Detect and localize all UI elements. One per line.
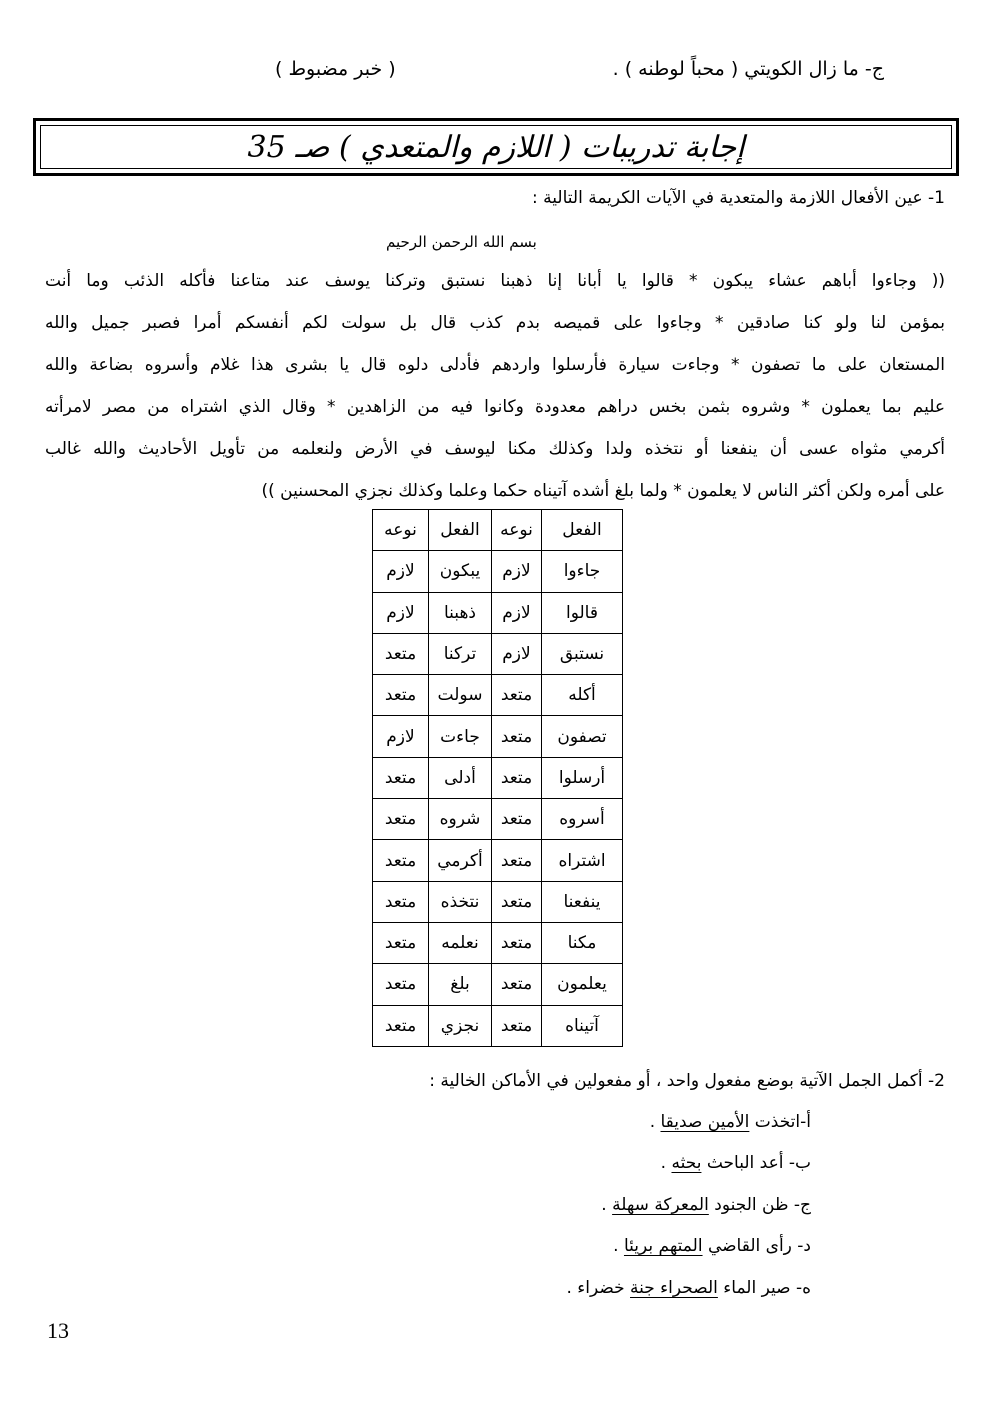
type-cell: متعد <box>492 964 542 1005</box>
table-row <box>373 840 623 881</box>
answer-line <box>613 1236 811 1256</box>
table-row <box>373 633 623 674</box>
grammar-note: ( خبر مضبوط ) <box>275 58 396 80</box>
verse-line: أكرمي مثواه عسى أن ينفعنا أو نتخذه ولدا وكذلك مكنا ليوسف في الأرض ولنعلمه من تأويل الأحاديث والله غالب <box>45 439 945 459</box>
type-cell: متعد <box>492 675 542 716</box>
answer-prefix: ه- صير الماء <box>717 1278 811 1298</box>
type-cell: متعد <box>373 799 429 840</box>
answer-prefix: د- رأى القاضي <box>702 1236 811 1256</box>
page-number: 13 <box>47 1318 69 1343</box>
verb-cell: جاءوا <box>542 551 623 592</box>
type-cell: لازم <box>373 592 429 633</box>
table-row <box>373 592 623 633</box>
verb-cell: بلغ <box>429 964 492 1005</box>
verb-cell: سولت <box>429 675 492 716</box>
verb-cell: أكرمي <box>429 840 492 881</box>
type-cell: متعد <box>373 757 429 798</box>
table-row <box>373 675 623 716</box>
table-row <box>373 799 623 840</box>
type-cell: متعد <box>373 1005 429 1046</box>
verb-cell: اشتراه <box>542 840 623 881</box>
verb-cell: جاءت <box>429 716 492 757</box>
table-row <box>373 1005 623 1046</box>
basmala: بسم الله الرحمن الرحيم <box>386 233 537 251</box>
verb-cell: قالوا <box>542 592 623 633</box>
answer-line <box>650 1112 811 1132</box>
answer-suffix: . <box>649 1112 661 1132</box>
verse-line: المستعان على ما تصفون * وجاءت سيارة فأرسلوا واردهم فأدلى دلوه قال يا بشرى هذا غلام وأسروه بضاعة والله <box>45 355 945 375</box>
type-cell: متعد <box>492 799 542 840</box>
type-cell: متعد <box>492 922 542 963</box>
header-verb: الفعل <box>542 510 623 551</box>
header-type: نوعه <box>373 510 429 551</box>
table-row <box>373 716 623 757</box>
type-cell: متعد <box>492 1005 542 1046</box>
verb-cell: يعلمون <box>542 964 623 1005</box>
table-row <box>373 922 623 963</box>
answer-prefix: ج- ظن الجنود <box>708 1195 811 1215</box>
answer-line <box>661 1153 811 1173</box>
type-cell: متعد <box>373 964 429 1005</box>
type-cell: متعد <box>373 881 429 922</box>
verb-cell: نعلمه <box>429 922 492 963</box>
verse-line: على أمره ولكن أكثر الناس لا يعلمون * ولما بلغ أشده آتيناه حكما وعلما وكذلك نجزي المحسنين )) <box>261 481 945 501</box>
question-2-label: 2- أكمل الجمل الآتية بوضع مفعول واحد ، أو مفعولين في الأماكن الخالية : <box>429 1071 945 1091</box>
type-cell: لازم <box>373 551 429 592</box>
type-cell: متعد <box>492 716 542 757</box>
verb-cell: ينفعنا <box>542 881 623 922</box>
type-cell: متعد <box>373 840 429 881</box>
example-sentence: ج- ما زال الكويتي ( محباً لوطنه ) . <box>612 58 884 80</box>
header-verb: الفعل <box>429 510 492 551</box>
type-cell: لازم <box>373 716 429 757</box>
verb-cell: نجزي <box>429 1005 492 1046</box>
verb-cell: أرسلوا <box>542 757 623 798</box>
verb-cell: يبكون <box>429 551 492 592</box>
verb-cell: أسروه <box>542 799 623 840</box>
answer-filled: الصحراء جنة <box>630 1278 718 1298</box>
answer-suffix: . <box>601 1195 613 1215</box>
answer-line <box>601 1195 811 1215</box>
table-row <box>373 757 623 798</box>
verb-cell: ذهبنا <box>429 592 492 633</box>
header-type: نوعه <box>492 510 542 551</box>
type-cell: لازم <box>492 551 542 592</box>
type-cell: متعد <box>373 922 429 963</box>
table-header-row <box>373 510 623 551</box>
type-cell: متعد <box>373 675 429 716</box>
verb-cell: تصفون <box>542 716 623 757</box>
verse-line: بمؤمن لنا ولو كنا صادقين * وجاءوا على قميصه بدم كذب قال بل سولت لكم أنفسكم أمرا فصبر جميل والله <box>45 313 945 333</box>
verb-cell: أكله <box>542 675 623 716</box>
type-cell: متعد <box>492 757 542 798</box>
verb-cell: أدلى <box>429 757 492 798</box>
page-title: إجابة تدريبات ( اللازم والمتعدي ) صـ 35 <box>247 129 745 165</box>
table-row <box>373 881 623 922</box>
verse-line: عليم بما يعملون * وشروه بثمن بخس دراهم معدودة وكانوا فيه من الزاهدين * وقال الذي اشتراه من مصر لامرأته <box>45 397 945 417</box>
verse-line: (( وجاءوا أباهم عشاء يبكون * قالوا يا أبانا إنا ذهبنا نستبق وتركنا يوسف عند متاعنا فأكله الذئب وما أنت <box>45 271 945 291</box>
answer-suffix: خضراء . <box>566 1278 631 1298</box>
type-cell: لازم <box>492 633 542 674</box>
answer-filled: المتهم بريئا <box>623 1236 703 1256</box>
question-1-label: 1- عين الأفعال اللازمة والمتعدية في الآيات الكريمة التالية : <box>532 188 945 208</box>
title-box <box>33 118 959 176</box>
verb-cell: نستبق <box>542 633 623 674</box>
type-cell: متعد <box>373 633 429 674</box>
answer-suffix: . <box>613 1236 624 1256</box>
type-cell: متعد <box>492 881 542 922</box>
answer-filled: بحثه <box>671 1153 702 1173</box>
type-cell: لازم <box>492 592 542 633</box>
verb-cell: آتيناه <box>542 1005 623 1046</box>
answer-filled: الأمين صديقا <box>660 1112 750 1132</box>
verb-cell: تركنا <box>429 633 492 674</box>
verbs-table <box>372 509 623 1047</box>
answer-line <box>566 1278 811 1298</box>
answer-prefix: أ-اتخذت <box>749 1112 811 1132</box>
verb-cell: شروه <box>429 799 492 840</box>
table-row <box>373 964 623 1005</box>
answer-suffix: . <box>660 1153 672 1173</box>
verb-cell: نتخذه <box>429 881 492 922</box>
verb-cell: مكنا <box>542 922 623 963</box>
table-row <box>373 551 623 592</box>
answer-prefix: ب- أعد الباحث <box>701 1153 811 1173</box>
type-cell: متعد <box>492 840 542 881</box>
answer-filled: المعركة سهلة <box>612 1195 709 1215</box>
